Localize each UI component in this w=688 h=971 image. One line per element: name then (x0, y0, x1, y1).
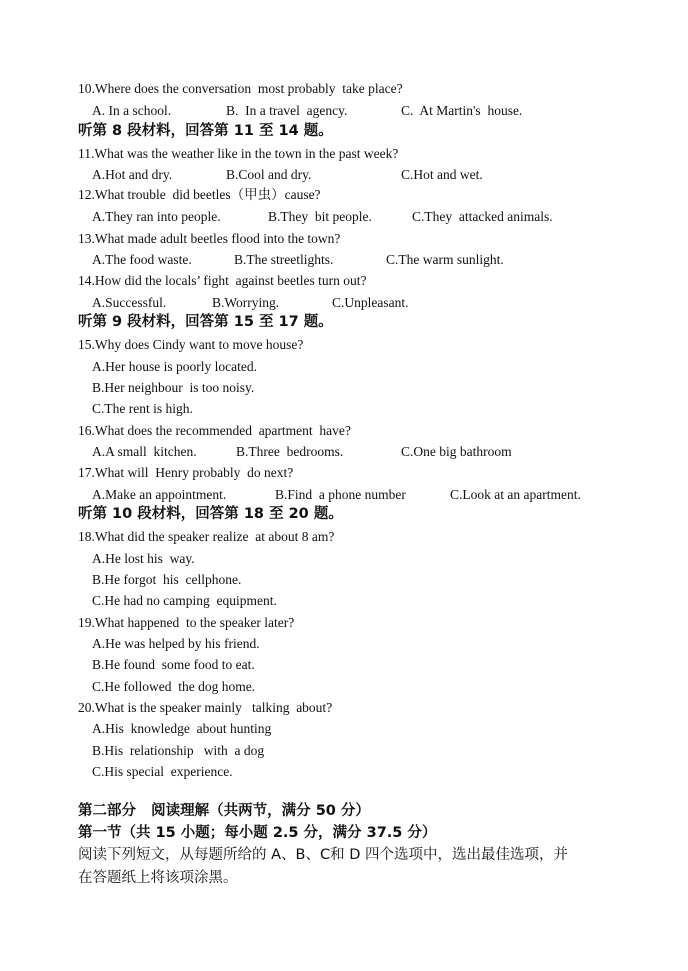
question-13-option-a: A.The food waste. (92, 252, 192, 267)
question-19-option-c: C.He followed the dog home. (92, 679, 256, 694)
question-15-stem: 15.Why does Cindy want to move house? (78, 337, 304, 352)
question-20-stem: 20.What is the speaker mainly talking about? (78, 700, 333, 715)
question-13-option-c: C.The warm sunlight. (386, 252, 504, 267)
question-11-option-b: B.Cool and dry. (226, 167, 312, 182)
instruction-line-2: 在答题纸上将该项涂黑。 (78, 870, 238, 886)
question-12-stem: 12.What trouble did beetles（甲虫）cause? (78, 187, 321, 202)
question-16-stem: 16.What does the recommended apartment have? (78, 423, 351, 438)
question-19-option-a: A.He was helped by his friend. (92, 636, 260, 651)
question-19-option-b: B.He found some food to eat. (92, 657, 255, 672)
question-13-stem: 13.What made adult beetles flood into the town? (78, 231, 341, 246)
question-20-option-b: B.His relationship with a dog (92, 743, 265, 758)
section-8-heading: 听第 8 段材料，回答第 11 至 14 题。 (78, 123, 333, 139)
question-15-option-a: A.Her house is poorly located. (92, 359, 257, 374)
question-11-option-a: A.Hot and dry. (92, 167, 173, 182)
question-16-option-a: A.A small kitchen. (92, 444, 197, 459)
question-16-option-c: C.One big bathroom (401, 444, 512, 459)
question-17-option-c: C.Look at an apartment. (450, 487, 581, 502)
question-14-option-c: C.Unpleasant. (332, 295, 409, 310)
question-17-stem: 17.What will Henry probably do next? (78, 465, 294, 480)
instruction-line-1: 阅读下列短文，从每题所给的 A、B、C和 D 四个选项中，选出最佳选项，并 (78, 847, 568, 863)
section-9-heading: 听第 9 段材料，回答第 15 至 17 题。 (78, 314, 333, 330)
question-13-option-b: B.The streetlights. (234, 252, 334, 267)
question-17-option-a: A.Make an appointment. (92, 487, 227, 502)
question-20-option-a: A.His knowledge about hunting (92, 721, 272, 736)
question-19-stem: 19.What happened to the speaker later? (78, 615, 295, 630)
question-20-option-c: C.His special experience. (92, 764, 233, 779)
question-14-stem: 14.How did the locals’ fight against beetles turn out? (78, 273, 367, 288)
part-2-heading: 第二部分 阅读理解（共两节，满分 50 分） (78, 803, 370, 819)
question-14-option-a: A.Successful. (92, 295, 167, 310)
section-10-heading: 听第 10 段材料，回答第 18 至 20 题。 (78, 506, 343, 522)
question-10-option-b: B. In a travel agency. (226, 103, 348, 118)
question-15-option-c: C.The rent is high. (92, 401, 193, 416)
question-14-option-b: B.Worrying. (212, 295, 280, 310)
question-11-option-c: C.Hot and wet. (401, 167, 483, 182)
question-12-option-c: C.They attacked animals. (412, 209, 553, 224)
question-15-option-b: B.Her neighbour is too noisy. (92, 380, 255, 395)
question-18-stem: 18.What did the speaker realize at about 8 am? (78, 529, 335, 544)
question-10-stem: 10.Where does the conversation most probably take place? (78, 81, 403, 96)
question-10-option-a: A. In a school. (92, 103, 172, 118)
question-18-option-a: A.He lost his way. (92, 551, 195, 566)
question-12-option-a: A.They ran into people. (92, 209, 221, 224)
question-12-option-b: B.They bit people. (268, 209, 372, 224)
question-10-option-c: C. At Martin's house. (401, 103, 523, 118)
question-16-option-b: B.Three bedrooms. (236, 444, 344, 459)
question-17-option-b: B.Find a phone number (275, 487, 406, 502)
question-18-option-b: B.He forgot his cellphone. (92, 572, 242, 587)
question-18-option-c: C.He had no camping equipment. (92, 593, 277, 608)
section-1-heading: 第一节（共 15 小题；每小题 2.5 分，满分 37.5 分） (78, 825, 437, 841)
question-11-stem: 11.What was the weather like in the town in the past week? (78, 146, 399, 161)
